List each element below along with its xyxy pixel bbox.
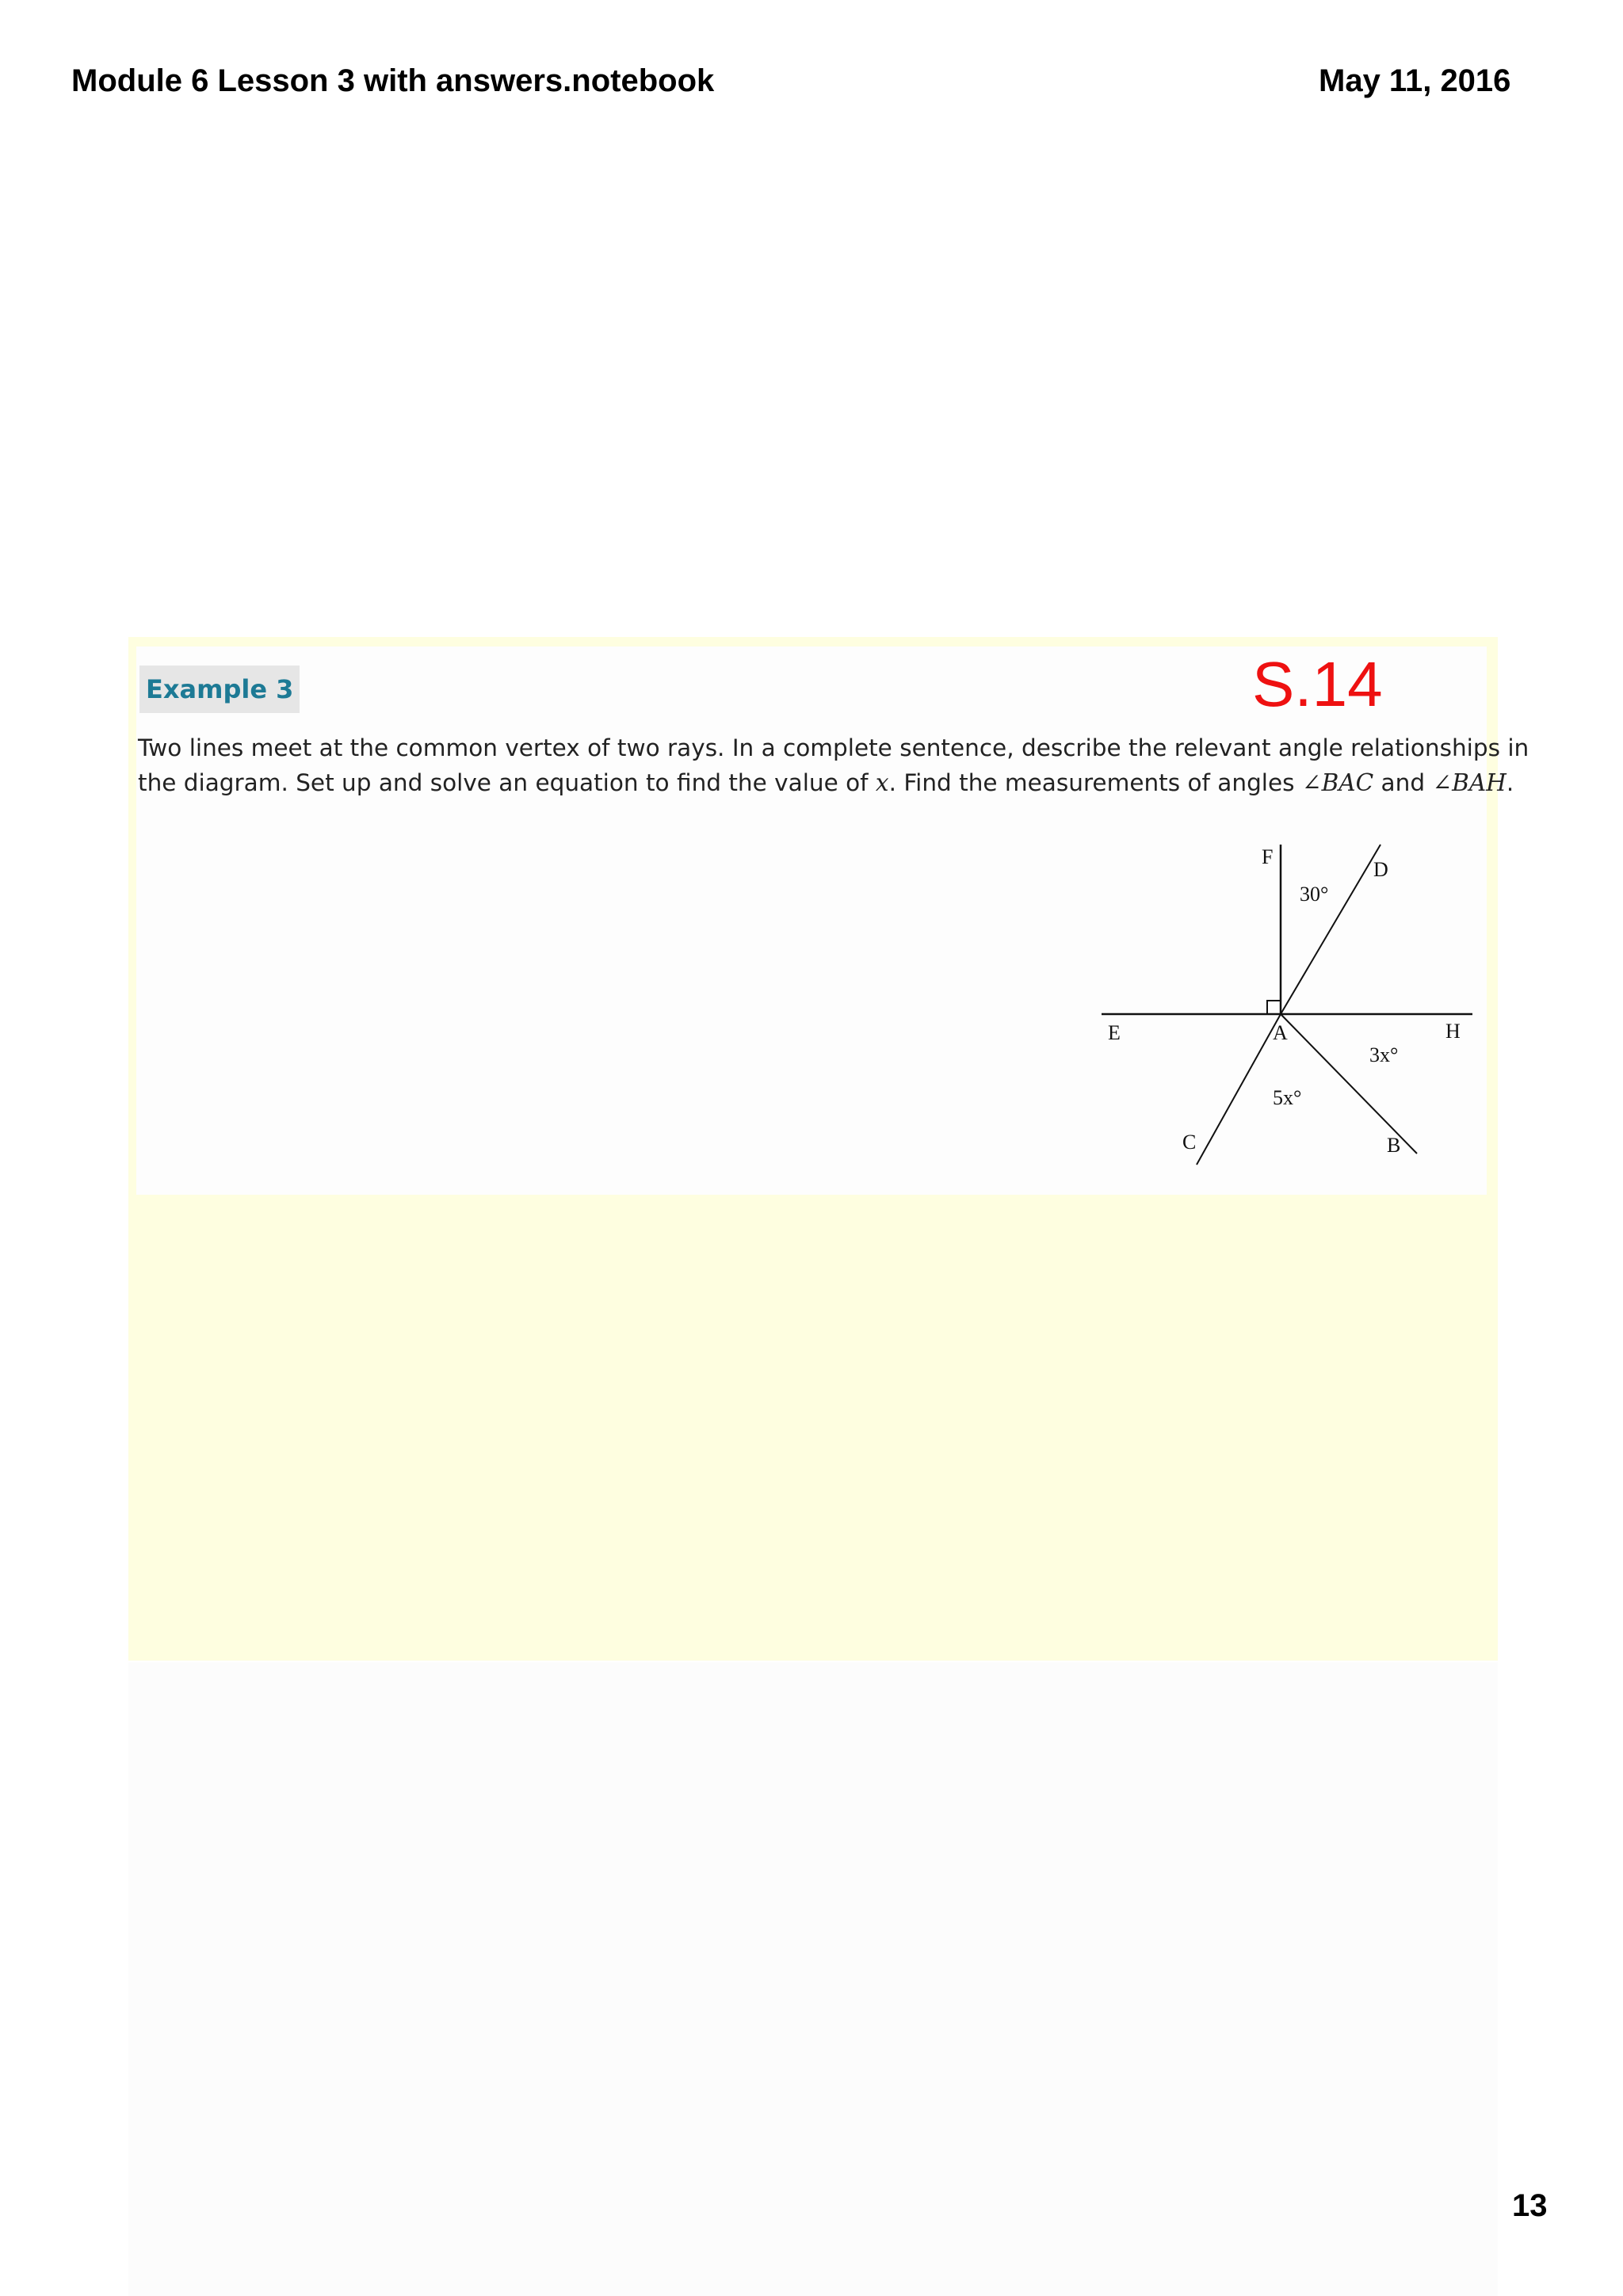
- document-date: May 11, 2016: [1319, 63, 1511, 98]
- variable-x: x: [875, 769, 889, 796]
- label-e: E: [1108, 1021, 1121, 1044]
- ray-ab: [1281, 1014, 1417, 1154]
- problem-line-2-mid: . Find the measurements of angles: [888, 769, 1302, 796]
- and-word: and: [1373, 769, 1433, 796]
- slide-reference: S.14: [1252, 649, 1383, 719]
- label-a: A: [1273, 1021, 1288, 1044]
- label-h: H: [1445, 1020, 1461, 1043]
- page-number: 13: [1512, 2188, 1548, 2223]
- angle-bac: ∠BAC: [1301, 769, 1374, 796]
- period: .: [1506, 769, 1514, 796]
- angle-label-3x: 3x°: [1369, 1043, 1399, 1066]
- label-f: F: [1262, 845, 1274, 868]
- ray-ad: [1281, 845, 1381, 1014]
- example-label: Example 3: [139, 666, 300, 713]
- angle-label-30: 30°: [1300, 883, 1329, 906]
- problem-line-2-start: the diagram. Set up and solve an equation to find the value of: [138, 769, 876, 796]
- label-c: C: [1182, 1131, 1197, 1154]
- label-b: B: [1387, 1134, 1401, 1157]
- right-angle-mark: [1267, 1001, 1281, 1014]
- ray-ac: [1197, 1014, 1281, 1165]
- angle-label-5x: 5x°: [1273, 1086, 1302, 1109]
- angle-bah: ∠BAH: [1432, 769, 1507, 796]
- problem-line-1: Two lines meet at the common vertex of two rays. In a complete sentence, describe the relevant angle relationships in: [138, 734, 1529, 761]
- label-d: D: [1373, 858, 1388, 881]
- document-title: Module 6 Lesson 3 with answers.notebook: [71, 63, 715, 98]
